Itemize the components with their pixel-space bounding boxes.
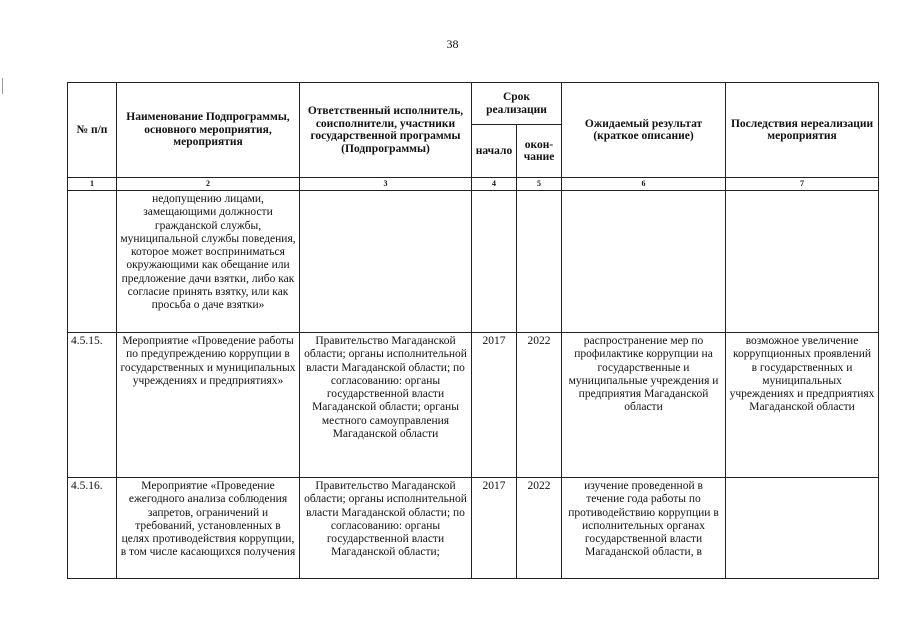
header-period: Срок реализации (472, 83, 562, 125)
responsible-executor: Правительство Магаданской области; органы исполнительной власти Магаданской области; по согласованию: органы государственной власти Магаданской области; органы местного самоуправления Магаданской области (300, 333, 472, 478)
header-responsible: Ответственный исполнитель, соисполнители, участники государственной программы (Подпрограммы) (300, 83, 472, 178)
header-name: Наименование Подпрограммы, основного мероприятия, мероприятия (117, 83, 300, 178)
activity-name: недопущению лицами, замещающими должности гражданской службы, муниципальной службы поведения, которое может восприниматься окружающими как обещание или предложение дачи взятки, либо как согласие принять взятку, или как просьба о даче взятки» (117, 191, 300, 333)
end-year (517, 191, 562, 333)
column-number: 5 (517, 178, 562, 191)
header-end: окон-чание (517, 125, 562, 178)
start-year (472, 191, 517, 333)
non-implementation-consequences (726, 191, 879, 333)
scan-edge-mark (2, 78, 3, 94)
expected-result: распространение мер по профилактике коррупции на государственные и муниципальные учреждения и предприятия Магаданской области (562, 333, 726, 478)
row-number: 4.5.15. (68, 333, 117, 478)
end-year: 2022 (517, 333, 562, 478)
column-number: 1 (68, 178, 117, 191)
header-start: начало (472, 125, 517, 178)
responsible-executor (300, 191, 472, 333)
column-numbers-row (68, 178, 879, 191)
expected-result: изучение проведенной в течение года работы по противодействию коррупции в исполнительных органах государственной власти Магаданской области, в (562, 478, 726, 579)
table-row (68, 333, 879, 478)
non-implementation-consequences: возможное увеличение коррупционных проявлений в государственных и муниципальных учреждениях и предприятиях Магаданской области (726, 333, 879, 478)
non-implementation-consequences (726, 478, 879, 579)
row-number (68, 191, 117, 333)
start-year: 2017 (472, 333, 517, 478)
table-row (68, 191, 879, 333)
column-number: 4 (472, 178, 517, 191)
header-consequences: Последствия нереализации мероприятия (726, 83, 879, 178)
expected-result (562, 191, 726, 333)
column-number: 3 (300, 178, 472, 191)
header-result: Ожидаемый результат (краткое описание) (562, 83, 726, 178)
activity-name: Мероприятие «Проведение работы по предупреждению коррупции в государственных и муниципальных учреждениях и предприятиях» (117, 333, 300, 478)
header-row-main (68, 83, 879, 125)
page-number: 38 (446, 37, 459, 51)
table-row (68, 478, 879, 579)
row-number: 4.5.16. (68, 478, 117, 579)
end-year: 2022 (517, 478, 562, 579)
responsible-executor: Правительство Магаданской области; органы исполнительной власти Магаданской области; по согласованию: органы государственной власти Магаданской области; (300, 478, 472, 579)
start-year: 2017 (472, 478, 517, 579)
header-num: № п/п (68, 83, 117, 178)
column-number: 7 (726, 178, 879, 191)
program-activities-table (67, 82, 879, 579)
column-number: 6 (562, 178, 726, 191)
activity-name: Мероприятие «Проведение ежегодного анализа соблюдения запретов, ограничений и требований, установленных в целях противодействия коррупции, в том числе касающихся получения (117, 478, 300, 579)
column-number: 2 (117, 178, 300, 191)
